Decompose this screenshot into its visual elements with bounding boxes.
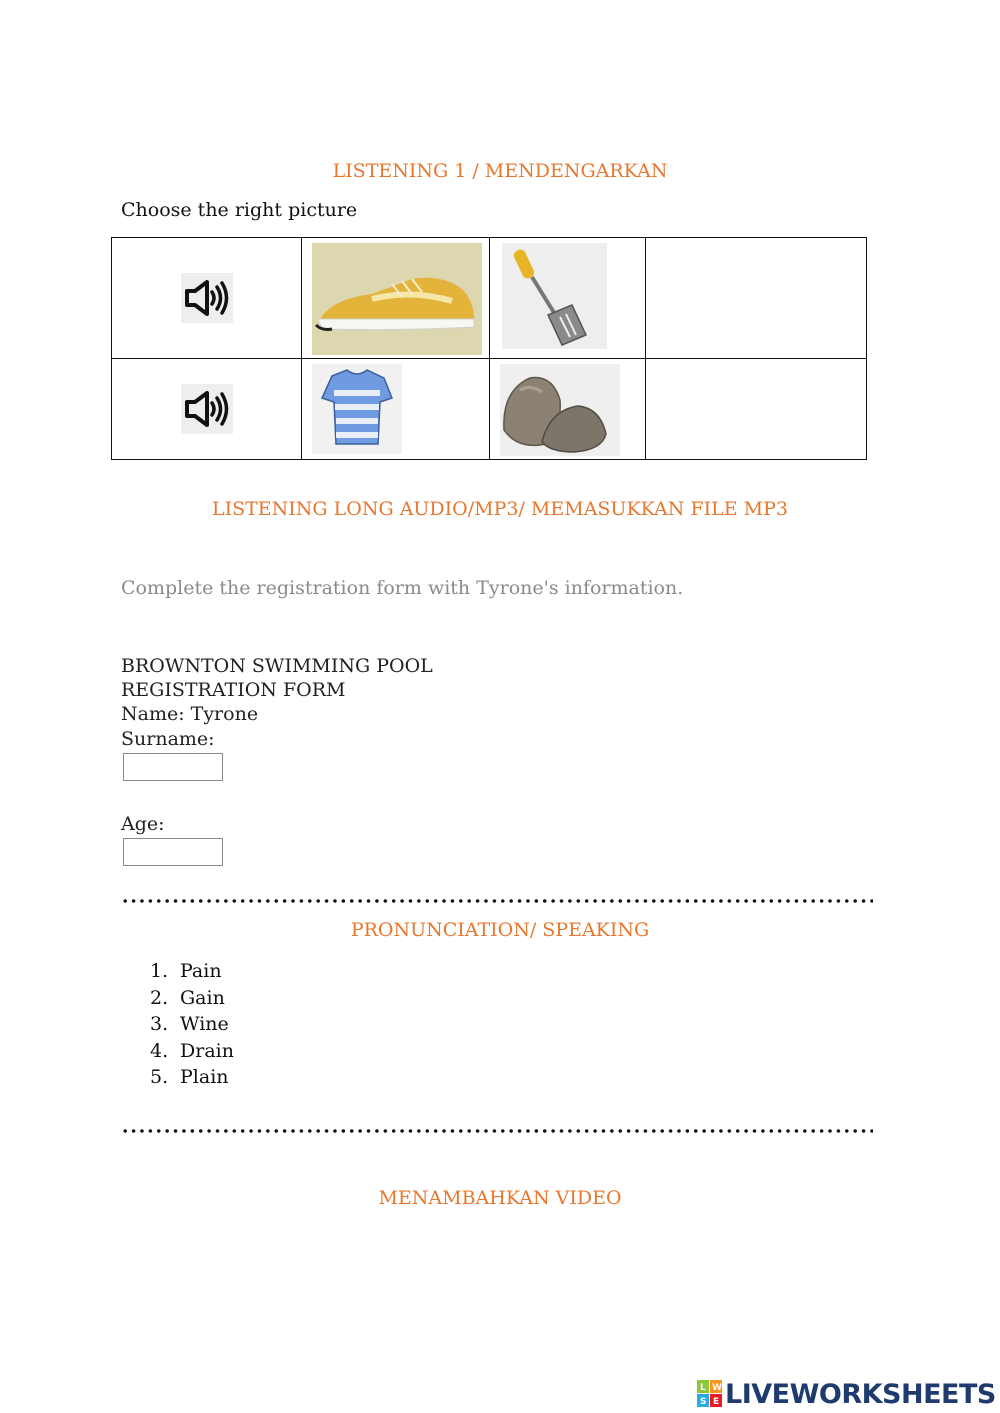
liveworksheets-logo [697,1378,996,1410]
option-cell-spatula[interactable] [490,238,646,359]
form-title-registration: REGISTRATION FORM [121,679,346,701]
list-item: 1. Pain [150,960,222,982]
rocks-picture[interactable] [490,360,645,459]
spatula-picture[interactable] [490,239,645,358]
surname-label: Surname: [121,728,215,750]
striped-shirt-picture[interactable] [302,360,489,459]
speaker-icon[interactable] [181,273,233,323]
logo-wordmark: LIVEWORKSHEETS [725,1378,996,1410]
lws-badge-icon [697,1380,723,1408]
surname-input[interactable] [123,753,223,781]
svg-text:L: L [700,1383,706,1393]
listening-1-heading: LISTENING 1 / MENDENGARKAN [332,160,668,182]
empty-cell-2 [646,359,867,460]
list-item: 4. Drain [150,1039,234,1062]
form-title-pool: BROWNTON SWIMMING POOL [121,655,433,677]
option-cell-shirt[interactable] [302,359,490,460]
video-heading: MENAMBAHKAN VIDEO [378,1187,622,1209]
audio-cell-2 [112,359,302,460]
registration-instruction: Complete the registration form with Tyrone's information. [121,577,684,599]
list-item: 2. Gain [150,986,225,1009]
dotted-divider [121,1128,873,1134]
age-label: Age: [121,813,165,835]
pronunciation-word-list [150,958,234,1091]
svg-text:W: W [712,1383,722,1393]
option-cell-sneaker[interactable] [302,238,490,359]
dotted-divider [121,898,873,904]
age-input[interactable] [123,838,223,866]
svg-text:S: S [700,1397,707,1407]
svg-text:E: E [713,1397,720,1407]
option-cell-rocks[interactable] [490,359,646,460]
audio-cell-1 [112,238,302,359]
empty-cell-1 [646,238,867,359]
name-line: Name: Tyrone [121,703,259,725]
sneaker-picture[interactable] [302,239,489,358]
pronunciation-heading: PRONUNCIATION/ SPEAKING [350,919,650,941]
picture-choice-table [111,237,867,460]
speaker-icon[interactable] [181,384,233,434]
list-item: 5. Plain [150,1066,229,1088]
choose-picture-instruction: Choose the right picture [121,199,358,221]
listening-long-audio-heading: LISTENING LONG AUDIO/MP3/ MEMASUKKAN FILE MP3 [212,498,788,520]
list-item: 3. Wine [150,1013,229,1035]
